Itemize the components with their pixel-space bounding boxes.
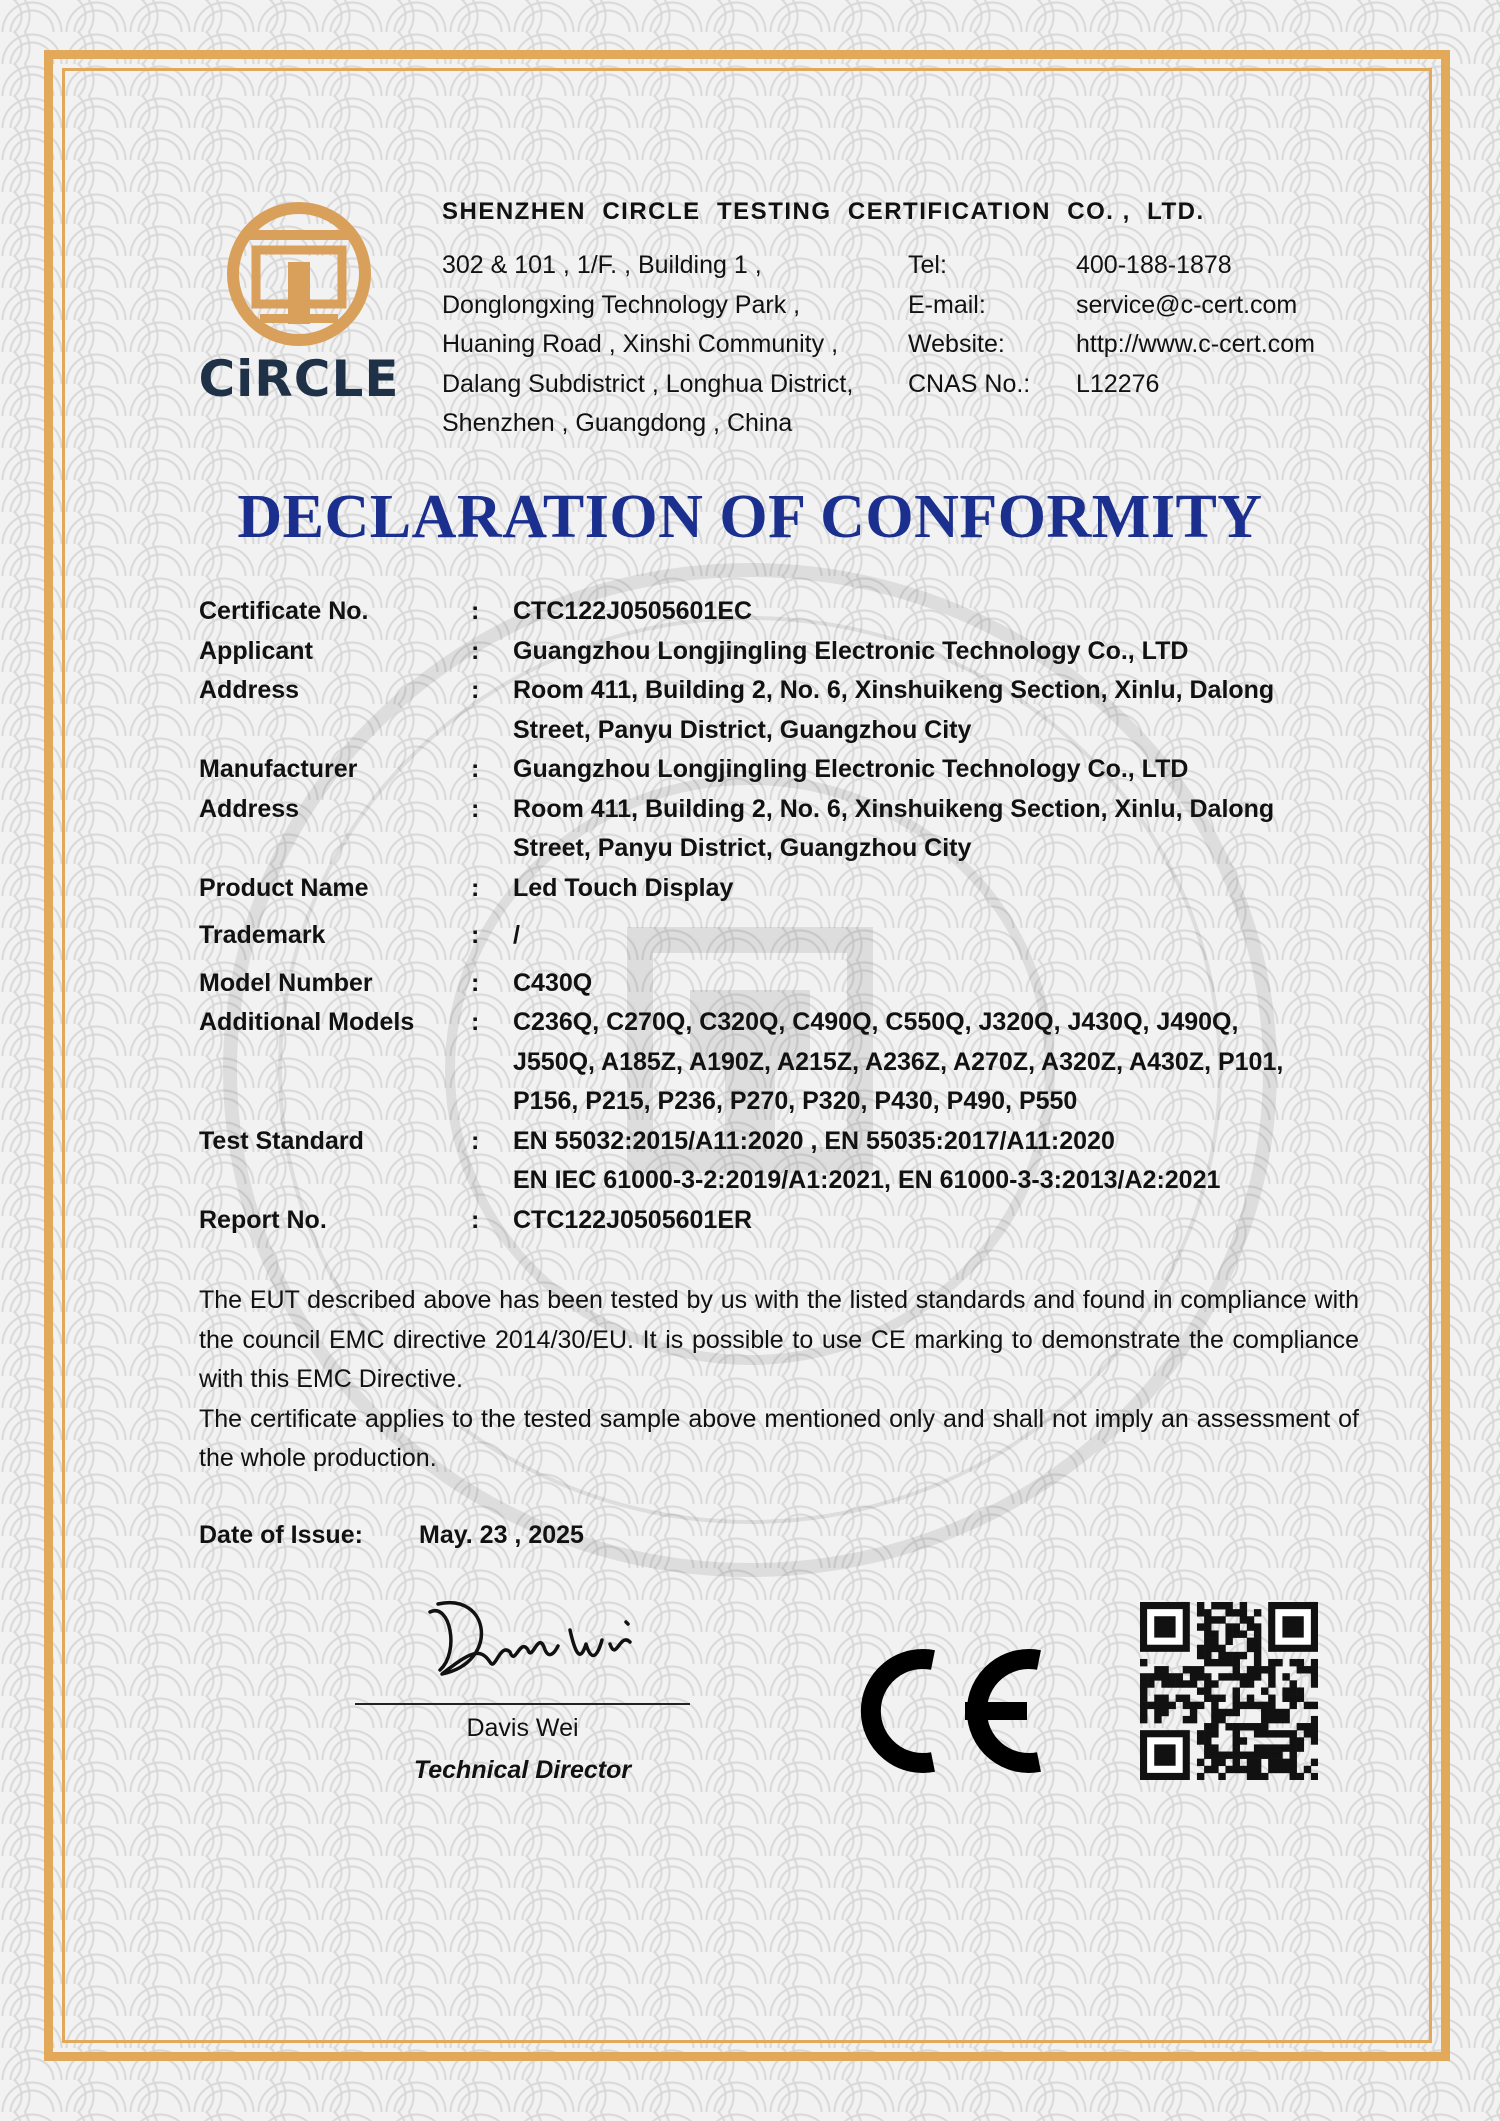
field-label: Address	[199, 794, 300, 823]
field-separator: :	[471, 597, 480, 625]
field-value-line: Street, Panyu District, Guangzhou City	[513, 834, 972, 862]
field-value	[513, 1122, 1359, 1201]
field-label: Address	[199, 676, 300, 704]
field-separator: :	[471, 873, 480, 902]
field-value-line: J550Q, A185Z, A190Z, A215Z, A236Z, A270Z, A320Z, A430Z, P101,	[513, 1047, 1284, 1076]
field-row	[199, 1003, 1359, 1122]
field-value-line: P156, P215, P236, P270, P320, P430, P490, P550	[513, 1087, 1078, 1115]
field-label: Trademark	[199, 921, 326, 949]
field-value-line: Led Touch Display	[513, 873, 734, 902]
field-row	[199, 790, 1359, 869]
address-line: Shenzhen , Guangdong , China	[442, 409, 793, 437]
field-value-line: Room 411, Building 2, No. 6, Xinshuikeng Section, Xinlu, Dalong	[513, 676, 1275, 704]
field-value	[513, 750, 1359, 790]
certificate-fields	[199, 592, 1359, 1240]
address-line: 302 & 101 , 1/F. , Building 1 ,	[442, 251, 762, 279]
field-label: Test Standard	[199, 1126, 364, 1155]
field-separator: :	[471, 1008, 480, 1036]
field-separator: :	[471, 921, 480, 949]
field-separator: :	[471, 1126, 480, 1155]
field-value	[513, 964, 1359, 1004]
issue-date: May. 23 , 2025	[419, 1521, 584, 1549]
ce-mark-icon	[845, 1640, 1045, 1782]
field-row	[199, 632, 1359, 672]
logo-wordmark: CiRCLE	[198, 350, 400, 408]
field-value-line: Guangzhou Longjingling Electronic Technology Co., LTD	[513, 636, 1189, 665]
date-of-issue	[199, 1521, 584, 1550]
field-value	[513, 1201, 1359, 1241]
field-value-line: /	[513, 921, 520, 949]
field-label: Certificate No.	[199, 597, 369, 625]
company-logo	[188, 200, 410, 408]
cnas-value: L12276	[1076, 369, 1160, 398]
field-value-line: CTC122J0505601EC	[513, 597, 753, 625]
field-value	[513, 790, 1359, 869]
field-row	[199, 592, 1359, 632]
field-row	[199, 916, 1359, 956]
field-value	[513, 632, 1359, 672]
field-value	[513, 592, 1359, 632]
field-row	[199, 964, 1359, 1004]
field-row	[199, 1122, 1359, 1201]
field-value-line: EN 55032:2015/A11:2020 , EN 55035:2017/A11:2020	[513, 1126, 1115, 1155]
field-value	[513, 1003, 1359, 1122]
tel-value: 400-188-1878	[1076, 251, 1232, 279]
field-value-line: CTC122J0505601ER	[513, 1205, 753, 1234]
cnas-label: CNAS No.:	[908, 369, 1031, 398]
field-value-line: Street, Panyu District, Guangzhou City	[513, 715, 972, 744]
address-line: Donglongxing Technology Park ,	[442, 290, 801, 319]
statement-paragraph: The certificate applies to the tested sample above mentioned only and shall not imply an assessment of the whole production.	[199, 1404, 1359, 1472]
field-value	[513, 671, 1359, 750]
website-link[interactable]: http://www.c-cert.com	[1076, 330, 1315, 358]
signature-icon	[420, 1592, 650, 1682]
field-value	[513, 869, 1359, 909]
field-value	[513, 916, 1359, 956]
field-separator: :	[471, 794, 480, 823]
contact-labels	[908, 246, 1030, 404]
email-link[interactable]: service@c-cert.com	[1076, 290, 1298, 319]
field-label: Report No.	[199, 1205, 327, 1234]
field-row	[199, 869, 1359, 909]
contact-values	[1076, 246, 1315, 404]
field-separator: :	[471, 636, 480, 665]
address-line: Dalang Subdistrict , Longhua District,	[442, 369, 854, 398]
field-label: Additional Models	[199, 1008, 415, 1036]
field-separator: :	[471, 676, 480, 704]
field-separator: :	[471, 755, 480, 783]
field-value-line: Guangzhou Longjingling Electronic Technology Co., LTD	[513, 755, 1189, 783]
signature-line	[355, 1703, 690, 1705]
email-label: E-mail:	[908, 290, 986, 319]
field-row	[199, 671, 1359, 750]
field-label: Applicant	[199, 636, 313, 665]
website-label: Website:	[908, 330, 1005, 358]
field-separator: :	[471, 968, 480, 997]
compliance-statement	[199, 1281, 1359, 1479]
field-label: Manufacturer	[199, 755, 358, 783]
company-address	[442, 246, 853, 444]
field-row	[199, 750, 1359, 790]
field-row	[199, 1201, 1359, 1241]
document-title: DECLARATION OF CONFORMITY	[237, 483, 1263, 551]
field-value-line: C430Q	[513, 968, 593, 997]
field-value-line: Room 411, Building 2, No. 6, Xinshuikeng Section, Xinlu, Dalong	[513, 794, 1275, 823]
field-value-line: C236Q, C270Q, C320Q, C490Q, C550Q, J320Q, J430Q, J490Q,	[513, 1008, 1239, 1036]
company-name: SHENZHEN CIRCLE TESTING CERTIFICATION CO. , LTD.	[442, 198, 1205, 225]
signatory-name: Davis Wei	[466, 1714, 579, 1742]
address-line: Huaning Road , Xinshi Community ,	[442, 330, 839, 358]
statement-paragraph: The EUT described above has been tested by us with the listed standards and found in compliance with the council EMC directive 2014/30/EU. It is possible to use CE marking to demonstrate the compliance with this EMC Directive.	[199, 1286, 1359, 1393]
field-separator: :	[471, 1205, 480, 1234]
qr-code-icon[interactable]	[1140, 1602, 1318, 1780]
tel-label: Tel:	[908, 251, 947, 279]
field-label: Product Name	[199, 873, 369, 902]
circle-emblem-icon	[188, 200, 410, 350]
signatory-role: Technical Director	[413, 1756, 632, 1784]
field-label: Model Number	[199, 968, 373, 997]
issue-label: Date of Issue:	[199, 1521, 363, 1549]
field-value-line: EN IEC 61000-3-2:2019/A1:2021, EN 61000-3-3:2013/A2:2021	[513, 1166, 1221, 1194]
